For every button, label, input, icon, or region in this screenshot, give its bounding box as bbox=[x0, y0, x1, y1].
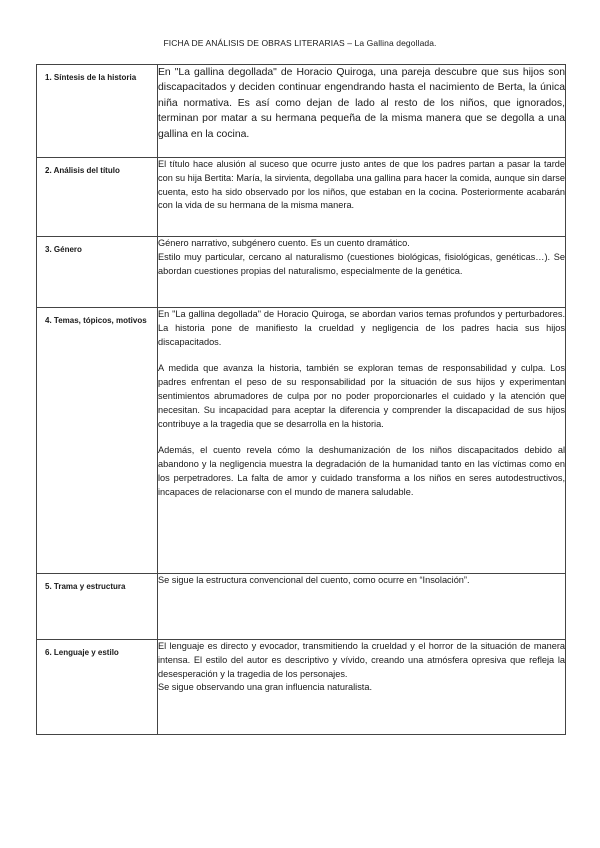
row-label-sintesis: 1. Síntesis de la historia bbox=[45, 73, 137, 82]
row-label-trama: 5. Trama y estructura bbox=[45, 582, 126, 591]
table-row-sintesis bbox=[37, 65, 566, 158]
temas-text-2: A medida que avanza la historia, también se exploran temas de responsabilidad y culpa. Los padres enfrentan el peso de su responsabilidad por la situación de sus hijos y experimentan sentimientos abrumadores de culpa por no poder proporcionarles el cuidado y la atención que necesitan. Su incapacidad para aceptar la diferencia y comprender la discapacidad de sus hijos contribuye a la tragedia que se desarrolla en la historia. bbox=[158, 363, 565, 429]
lenguaje-text-2: Se sigue observando una gran influencia naturalista. bbox=[158, 682, 373, 693]
table-row-titulo bbox=[37, 158, 566, 237]
row-label-temas: 4. Temas, tópicos, motivos bbox=[45, 316, 147, 325]
genero-text-1: Género narrativo, subgénero cuento. Es un cuento dramático. bbox=[158, 238, 410, 248]
row-content-cell bbox=[158, 65, 566, 158]
lenguaje-text-1: El lenguaje es directo y evocador, transmitiendo la crueldad y el horror de la situación de manera intensa. El estilo del autor es descriptivo y vívido, creando una atmósfera opresiva que refleja la desesperación y la tragedia de los personajes. bbox=[158, 641, 565, 679]
row-label-titulo: 2. Análisis del título bbox=[45, 166, 120, 175]
row-label-cell bbox=[37, 308, 158, 574]
row-content-cell bbox=[158, 640, 566, 735]
genero-text-2: Estilo muy particular, cercano al naturalismo (cuestiones biológicas, fisiológicas, genéticas…). Se abordan cuestiones propias del naturalismo, especialmente de la genética. bbox=[158, 251, 565, 276]
document-title: FICHA DE ANÁLISIS DE OBRAS LITERARIAS – La Gallina degollada. bbox=[163, 38, 437, 48]
table-row-lenguaje bbox=[37, 640, 566, 735]
temas-text-1: En "La gallina degollada" de Horacio Quiroga, se abordan varios temas profundos y perturbadores. La historia pone de manifiesto la crueldad y negligencia de los padres hacia sus hijos discapacitados. bbox=[158, 309, 565, 347]
temas-text-3: Además, el cuento revela cómo la deshumanización de los niños discapacitados debido al abandono y la negligencia muestra la degradación de la humanidad tanto en las víctimas como en los perpetradores. La falta de amor y cuidado transforma a los niños en seres autodestructivos, incapaces de relacionarse con el mundo de manera saludable. bbox=[158, 445, 565, 497]
sintesis-text: En "La gallina degollada" de Horacio Quiroga, una pareja descubre que sus hijos son discapacitados y deciden continuar engendrando hasta el nacimiento de Berta, la única niña normativa. Es así como dejan de lado al resto de los niños, que ignorados, terminan por matar a su hermana pequeña de la misma manera que se degolla a una gallina en la cocina. bbox=[158, 67, 565, 140]
row-content-cell bbox=[158, 574, 566, 640]
table-row-genero bbox=[37, 237, 566, 308]
row-content-cell bbox=[158, 237, 566, 308]
trama-text: Se sigue la estructura convencional del cuento, como ocurre en “Insolación”. bbox=[158, 575, 470, 585]
row-content-cell bbox=[158, 308, 566, 574]
row-label-genero: 3. Género bbox=[45, 245, 82, 254]
row-content-cell bbox=[158, 158, 566, 237]
row-label-cell bbox=[37, 640, 158, 735]
row-label-cell bbox=[37, 158, 158, 237]
table-row-trama bbox=[37, 574, 566, 640]
analysis-table bbox=[36, 64, 566, 735]
titulo-text: El título hace alusión al suceso que ocurre justo antes de que los padres partan a pasar la tarde con su hija Bertita: María, la sirvienta, degollaba una gallina para hacer la comida, aunque sin darse cuenta, esto ha sido observado por los niños, que estaban en la cocina. Posteriormente acabarán con la vida de su hermana de la misma manera. bbox=[158, 159, 565, 211]
table-row-temas bbox=[37, 308, 566, 574]
row-label-lenguaje: 6. Lenguaje y estilo bbox=[45, 648, 119, 657]
row-label-cell bbox=[37, 237, 158, 308]
row-label-cell bbox=[37, 574, 158, 640]
row-label-cell bbox=[37, 65, 158, 158]
